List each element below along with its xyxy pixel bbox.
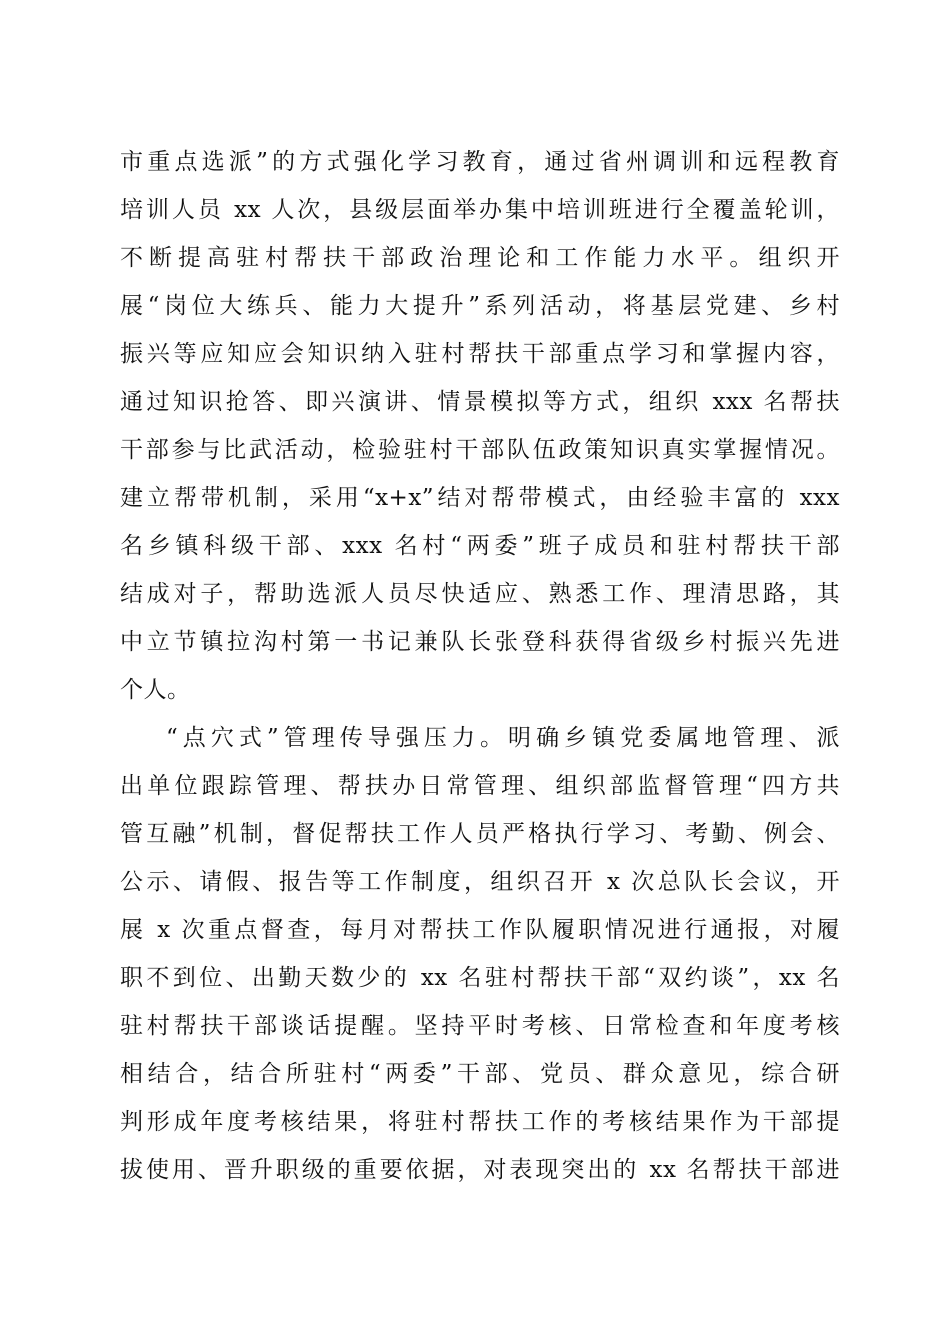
paragraph-1-line-9: 名乡镇科级干部、xxx 名村“两委”班子成员和驻村帮扶干部 bbox=[120, 533, 840, 559]
paragraph-2-line-2: 出单位跟踪管理、帮扶办日常管理、组织部监督管理“四方共 bbox=[120, 773, 840, 799]
paragraph-2-line-1: “点穴式”管理传导强压力。明确乡镇党委属地管理、派 bbox=[166, 725, 840, 751]
paragraph-1-line-12: 个人。 bbox=[120, 677, 191, 703]
paragraph-1-line-3: 不断提高驻村帮扶干部政治理论和工作能力水平。组织开 bbox=[120, 245, 840, 271]
paragraph-1-line-2: 培训人员 xx 人次，县级层面举办集中培训班进行全覆盖轮训， bbox=[120, 197, 840, 223]
paragraph-1-line-10: 结成对子，帮助选派人员尽快适应、熟悉工作、理清思路，其 bbox=[120, 581, 840, 607]
paragraph-1-line-7: 干部参与比武活动，检验驻村干部队伍政策知识真实掌握情况。 bbox=[120, 437, 840, 463]
paragraph-1-line-5: 振兴等应知应会知识纳入驻村帮扶干部重点学习和掌握内容， bbox=[120, 341, 840, 367]
paragraph-2-line-7: 驻村帮扶干部谈话提醒。坚持平时考核、日常检查和年度考核 bbox=[120, 1013, 840, 1039]
paragraph-1-line-4: 展“岗位大练兵、能力大提升”系列活动，将基层党建、乡村 bbox=[120, 293, 840, 319]
paragraph-1-line-8: 建立帮带机制，采用“x+x”结对帮带模式，由经验丰富的 xxx bbox=[120, 485, 840, 511]
paragraph-1-line-6: 通过知识抢答、即兴演讲、情景模拟等方式，组织 xxx 名帮扶 bbox=[120, 389, 840, 415]
paragraph-2-line-6: 职不到位、出勤天数少的 xx 名驻村帮扶干部“双约谈”，xx 名 bbox=[120, 965, 840, 991]
paragraph-2-line-9: 判形成年度考核结果，将驻村帮扶工作的考核结果作为干部提 bbox=[120, 1109, 840, 1135]
paragraph-1-line-11: 中立节镇拉沟村第一书记兼队长张登科获得省级乡村振兴先进 bbox=[120, 629, 840, 655]
paragraph-2-line-4: 公示、请假、报告等工作制度，组织召开 x 次总队长会议，开 bbox=[120, 869, 840, 895]
paragraph-1-line-1: 市重点选派”的方式强化学习教育，通过省州调训和远程教育 bbox=[120, 149, 840, 175]
paragraph-2-line-5: 展 x 次重点督查，每月对帮扶工作队履职情况进行通报，对履 bbox=[120, 917, 840, 943]
paragraph-2-line-3: 管互融”机制，督促帮扶工作人员严格执行学习、考勤、例会、 bbox=[120, 821, 840, 847]
paragraph-2-line-10: 拔使用、晋升职级的重要依据，对表现突出的 xx 名帮扶干部进 bbox=[120, 1157, 840, 1183]
paragraph-2 bbox=[120, 714, 840, 1194]
paragraph-1 bbox=[120, 138, 840, 714]
paragraph-2-line-8: 相结合，结合所驻村“两委”干部、党员、群众意见，综合研 bbox=[120, 1061, 840, 1087]
